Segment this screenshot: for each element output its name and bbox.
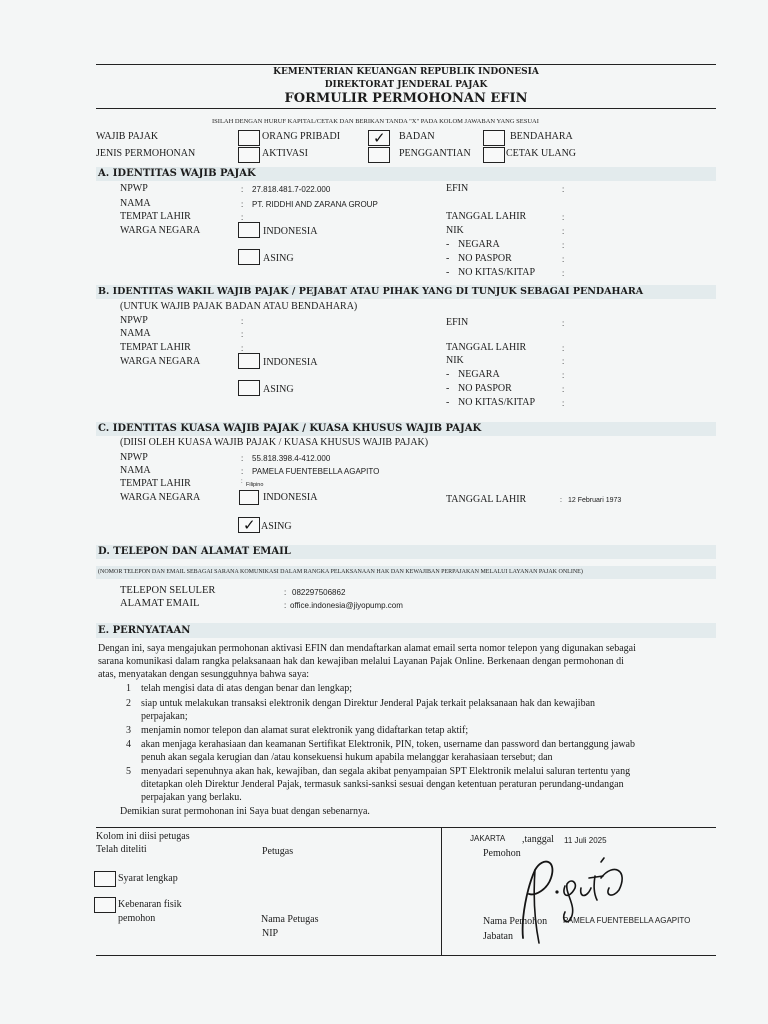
badan-label: BADAN bbox=[399, 131, 435, 142]
jenis-permohonan-label: JENIS PERMOHONAN bbox=[96, 148, 196, 159]
section-c-title: C. IDENTITAS KUASA WAJIB PAJAK / KUASA KHUSUS WAJIB PAJAK bbox=[98, 423, 482, 434]
c-npwp-label: NPWP bbox=[120, 452, 148, 463]
a-asing-label: ASING bbox=[263, 253, 294, 264]
a-no-kitas-label: NO KITAS/KITAP bbox=[458, 267, 536, 278]
b-npwp-label: NPWP bbox=[120, 315, 148, 326]
a-nama-value: PT. RIDDHI AND ZARANA GROUP bbox=[252, 200, 378, 209]
b-nama-label: NAMA bbox=[120, 328, 151, 339]
e-item-2-b: perpajakan; bbox=[141, 711, 188, 722]
c-tanggal-lahir-value: 12 Februari 1973 bbox=[568, 497, 622, 504]
a-tanggal-lahir-label: TANGGAL LAHIR bbox=[446, 211, 527, 222]
a-efin-colon: : bbox=[562, 185, 565, 194]
e-intro-line-2: sarana komunikasi dalam rangka pelaksanaan hak dan kewajiban melalui Layanan Pajak Online. Berkenaan dengan permohonan di bbox=[98, 656, 624, 667]
penggantian-checkbox[interactable] bbox=[368, 147, 390, 163]
cetak-ulang-label: CETAK ULANG bbox=[506, 148, 577, 159]
b-negara-dash: - bbox=[446, 369, 450, 380]
c-indonesia-label: INDONESIA bbox=[263, 492, 318, 503]
e-item-4-b: penuh akan segala kerugian dan /atau konsekuensi hukum apabila melanggar kerahasiaan tersebut; dan bbox=[141, 752, 553, 763]
syarat-lengkap-label: Syarat lengkap bbox=[118, 873, 178, 884]
date-value: 11 Juli 2025 bbox=[564, 836, 607, 845]
a-no-paspor-label: NO PASPOR bbox=[458, 253, 512, 264]
a-nama-colon: : bbox=[241, 200, 244, 209]
a-warga-label: WARGA NEGARA bbox=[120, 225, 201, 236]
section-d-title: D. TELEPON DAN ALAMAT EMAIL bbox=[98, 546, 291, 557]
footer-top-rule bbox=[96, 827, 716, 828]
c-tempat-lahir-value: Filipino bbox=[246, 482, 264, 488]
e-item-4-number: 4 bbox=[126, 739, 131, 750]
d-email-colon: : bbox=[284, 601, 287, 610]
c-nama-value: PAMELA FUENTEBELLA AGAPITO bbox=[252, 467, 380, 476]
c-tanggal-colon: : bbox=[560, 497, 562, 504]
c-nama-colon: : bbox=[241, 467, 244, 476]
a-nik-label: NIK bbox=[446, 225, 464, 236]
pemohon-label: Pemohon bbox=[483, 848, 521, 859]
section-b-title: B. IDENTITAS WAKIL WAJIB PAJAK / PEJABAT ATAU PIHAK YANG DI TUNJUK SEBAGAI PENDAHARA bbox=[98, 286, 644, 297]
e-item-2-number: 2 bbox=[126, 698, 131, 709]
e-item-5-number: 5 bbox=[126, 766, 131, 777]
b-paspor-colon: : bbox=[562, 385, 565, 394]
orang-pribadi-checkbox[interactable] bbox=[238, 130, 260, 146]
section-c-subtitle: (DIISI OLEH KUASA WAJIB PAJAK / KUASA KHUSUS WAJIB PAJAK) bbox=[120, 437, 429, 448]
nama-pemohon-label: Nama Pemohon bbox=[483, 916, 548, 927]
penggantian-label: PENGGANTIAN bbox=[399, 148, 471, 159]
syarat-lengkap-checkbox[interactable] bbox=[94, 871, 116, 887]
e-item-2-a: siap untuk melakukan transaksi elektronik dengan Direktur Jenderal Pajak terkait pelaksanaan hak dan kewajiban bbox=[141, 698, 596, 709]
c-tempat-lahir-colon: : bbox=[241, 479, 243, 485]
nama-petugas-label: Nama Petugas bbox=[261, 914, 319, 925]
a-tempat-lahir-label: TEMPAT LAHIR bbox=[120, 211, 191, 222]
a-npwp-value: 27.818.481.7-022.000 bbox=[252, 185, 331, 194]
c-npwp-colon: : bbox=[241, 454, 244, 463]
b-nama-colon: : bbox=[241, 330, 244, 339]
a-tanggal-colon: : bbox=[562, 213, 565, 222]
title-rule bbox=[96, 108, 716, 109]
nama-pemohon-value: PAMELA FUENTEBELLA AGAPITO bbox=[563, 916, 691, 925]
b-asing-checkbox[interactable] bbox=[238, 380, 260, 396]
b-efin-colon: : bbox=[562, 319, 565, 328]
a-paspor-dash: - bbox=[446, 253, 450, 264]
officer-column-note: Kolom ini diisi petugas bbox=[96, 831, 190, 842]
e-item-1: telah mengisi data di atas dengan benar dan lengkap; bbox=[141, 683, 353, 694]
instruction-text: ISILAH DENGAN HURUF KAPITAL/CETAK DAN BERIKAN TANDA "X" PADA KOLOM JAWABAN YANG SESUAI bbox=[212, 118, 539, 125]
a-indonesia-label: INDONESIA bbox=[263, 226, 318, 237]
d-email-value: office.indonesia@jiyopump.com bbox=[290, 601, 403, 610]
kebenaran-fisik-checkbox[interactable] bbox=[94, 897, 116, 913]
nip-label: NIP bbox=[262, 928, 279, 939]
check-mark-icon: ✓ bbox=[373, 129, 386, 147]
a-asing-checkbox[interactable] bbox=[238, 249, 260, 265]
a-negara-dash: - bbox=[446, 239, 450, 250]
b-tanggal-colon: : bbox=[562, 344, 565, 353]
b-negara-colon: : bbox=[562, 371, 565, 380]
c-nama-label: NAMA bbox=[120, 465, 151, 476]
e-item-5-b: ditetapkan oleh Direktur Jenderal Pajak, termasuk sanksi-sanksi sesuai dengan ketentuan peraturan perundang-undangan bbox=[141, 779, 624, 790]
a-tempat-lahir-colon: : bbox=[241, 213, 244, 222]
a-kitas-colon: : bbox=[562, 269, 565, 278]
b-nik-label: NIK bbox=[446, 355, 464, 366]
b-warga-label: WARGA NEGARA bbox=[120, 356, 201, 367]
d-telepon-value: 082297506862 bbox=[292, 588, 346, 597]
c-tempat-lahir-label: TEMPAT LAHIR bbox=[120, 478, 191, 489]
e-item-5-c: perpajakan yang berlaku. bbox=[141, 792, 242, 803]
directorate-name: DIREKTORAT JENDERAL PAJAK bbox=[324, 80, 488, 90]
bendahara-checkbox[interactable] bbox=[483, 130, 505, 146]
b-no-paspor-label: NO PASPOR bbox=[458, 383, 512, 394]
c-asing-label: ASING bbox=[261, 521, 292, 532]
a-negara-label: NEGARA bbox=[458, 239, 500, 250]
b-kitas-dash: - bbox=[446, 397, 450, 408]
b-tempat-lahir-colon: : bbox=[241, 344, 244, 353]
a-indonesia-checkbox[interactable] bbox=[238, 222, 260, 238]
b-indonesia-checkbox[interactable] bbox=[238, 353, 260, 369]
a-nama-label: NAMA bbox=[120, 198, 151, 209]
a-negara-colon: : bbox=[562, 241, 565, 250]
a-paspor-colon: : bbox=[562, 255, 565, 264]
bendahara-label: BENDAHARA bbox=[510, 131, 573, 142]
footer-bottom-rule bbox=[96, 955, 716, 956]
kebenaran-fisik-label: Kebenaran fisik bbox=[118, 899, 182, 910]
kebenaran-pemohon-label: pemohon bbox=[118, 913, 156, 924]
c-warga-label: WARGA NEGARA bbox=[120, 492, 201, 503]
b-no-kitas-label: NO KITAS/KITAP bbox=[458, 397, 536, 408]
ministry-name: KEMENTERIAN KEUANGAN REPUBLIK INDONESIA bbox=[273, 67, 539, 77]
aktivasi-label: AKTIVASI bbox=[262, 148, 308, 159]
d-telepon-colon: : bbox=[284, 588, 287, 597]
a-kitas-dash: - bbox=[446, 267, 450, 278]
b-negara-label: NEGARA bbox=[458, 369, 500, 380]
b-efin-label: EFIN bbox=[446, 317, 469, 328]
wajib-pajak-label: WAJIB PAJAK bbox=[96, 131, 159, 142]
footer-divider bbox=[441, 827, 442, 955]
b-asing-label: ASING bbox=[263, 384, 294, 395]
d-email-label: ALAMAT EMAIL bbox=[120, 598, 200, 609]
b-npwp-colon: : bbox=[241, 317, 244, 326]
e-intro-line-1: Dengan ini, saya mengajukan permohonan aktivasi EFIN dan mendaftarkan alamat email serta nomor telepon yang digunakan sebagai bbox=[98, 643, 636, 654]
cetak-ulang-checkbox[interactable] bbox=[483, 147, 505, 163]
section-a-title: A. IDENTITAS WAJIB PAJAK bbox=[98, 168, 256, 179]
b-paspor-dash: - bbox=[446, 383, 450, 394]
petugas-label: Petugas bbox=[262, 846, 294, 857]
e-item-3: menjamin nomor telepon dan alamat surat elektronik yang didaftarkan tetap aktif; bbox=[141, 725, 469, 736]
c-indonesia-checkbox[interactable] bbox=[239, 490, 259, 505]
c-tanggal-lahir-label: TANGGAL LAHIR bbox=[446, 494, 527, 505]
orang-pribadi-label: ORANG PRIBADI bbox=[262, 131, 341, 142]
form-title: FORMULIR PERMOHONAN EFIN bbox=[284, 91, 528, 106]
a-efin-label: EFIN bbox=[446, 183, 469, 194]
c-npwp-value: 55.818.398.4-412.000 bbox=[252, 454, 331, 463]
top-rule bbox=[96, 64, 716, 65]
e-item-3-number: 3 bbox=[126, 725, 131, 736]
e-item-1-number: 1 bbox=[126, 683, 131, 694]
b-nik-colon: : bbox=[562, 357, 565, 366]
b-tanggal-lahir-label: TANGGAL LAHIR bbox=[446, 342, 527, 353]
signature-image bbox=[505, 848, 635, 948]
a-npwp-label: NPWP bbox=[120, 183, 148, 194]
e-item-4-a: akan menjaga kerahasiaan dan keamanan Sertifikat Elektronik, PIN, token, username dan password dan bertanggung jawab bbox=[141, 739, 635, 750]
c-asing-checkbox[interactable] bbox=[238, 517, 260, 533]
check-mark-icon: ✓ bbox=[243, 516, 256, 534]
b-tempat-lahir-label: TEMPAT LAHIR bbox=[120, 342, 191, 353]
section-e-title: E. PERNYATAAN bbox=[98, 625, 191, 636]
b-kitas-colon: : bbox=[562, 399, 565, 408]
telah-diteliti-label: Telah diteliti bbox=[96, 844, 147, 855]
e-item-5-a: menyadari sepenuhnya akan hak, kewajiban, dan segala akibat penyampaian SPT Elektronik melalui saluran tertentu yang bbox=[141, 766, 631, 777]
section-b-subtitle: (UNTUK WAJIB PAJAK BADAN ATAU BENDAHARA) bbox=[120, 301, 358, 312]
e-intro-line-3: atas, menyatakan dengan sesungguhnya bahwa saya: bbox=[98, 669, 310, 680]
tanggal-label: ,tanggal bbox=[522, 834, 554, 845]
d-telepon-label: TELEPON SELULER bbox=[120, 585, 216, 596]
e-closing: Demikian surat permohonan ini Saya buat dengan sebenarnya. bbox=[120, 806, 370, 817]
badan-checkbox[interactable] bbox=[368, 130, 390, 146]
jabatan-label: Jabatan bbox=[483, 931, 513, 942]
a-npwp-colon: : bbox=[241, 185, 244, 194]
city-text: JAKARTA bbox=[470, 834, 506, 843]
b-indonesia-label: INDONESIA bbox=[263, 357, 318, 368]
a-nik-colon: : bbox=[562, 227, 565, 236]
section-d-note: (NOMOR TELEPON DAN EMAIL SEBAGAI SARANA KOMUNIKASI DALAM RANGKA PELAKSANAAN HAK DAN KEWAJIBAN PERPAJAKAN MELALUI LAYANAN PAJAK ONLINE) bbox=[98, 569, 583, 575]
aktivasi-checkbox[interactable] bbox=[238, 147, 260, 163]
